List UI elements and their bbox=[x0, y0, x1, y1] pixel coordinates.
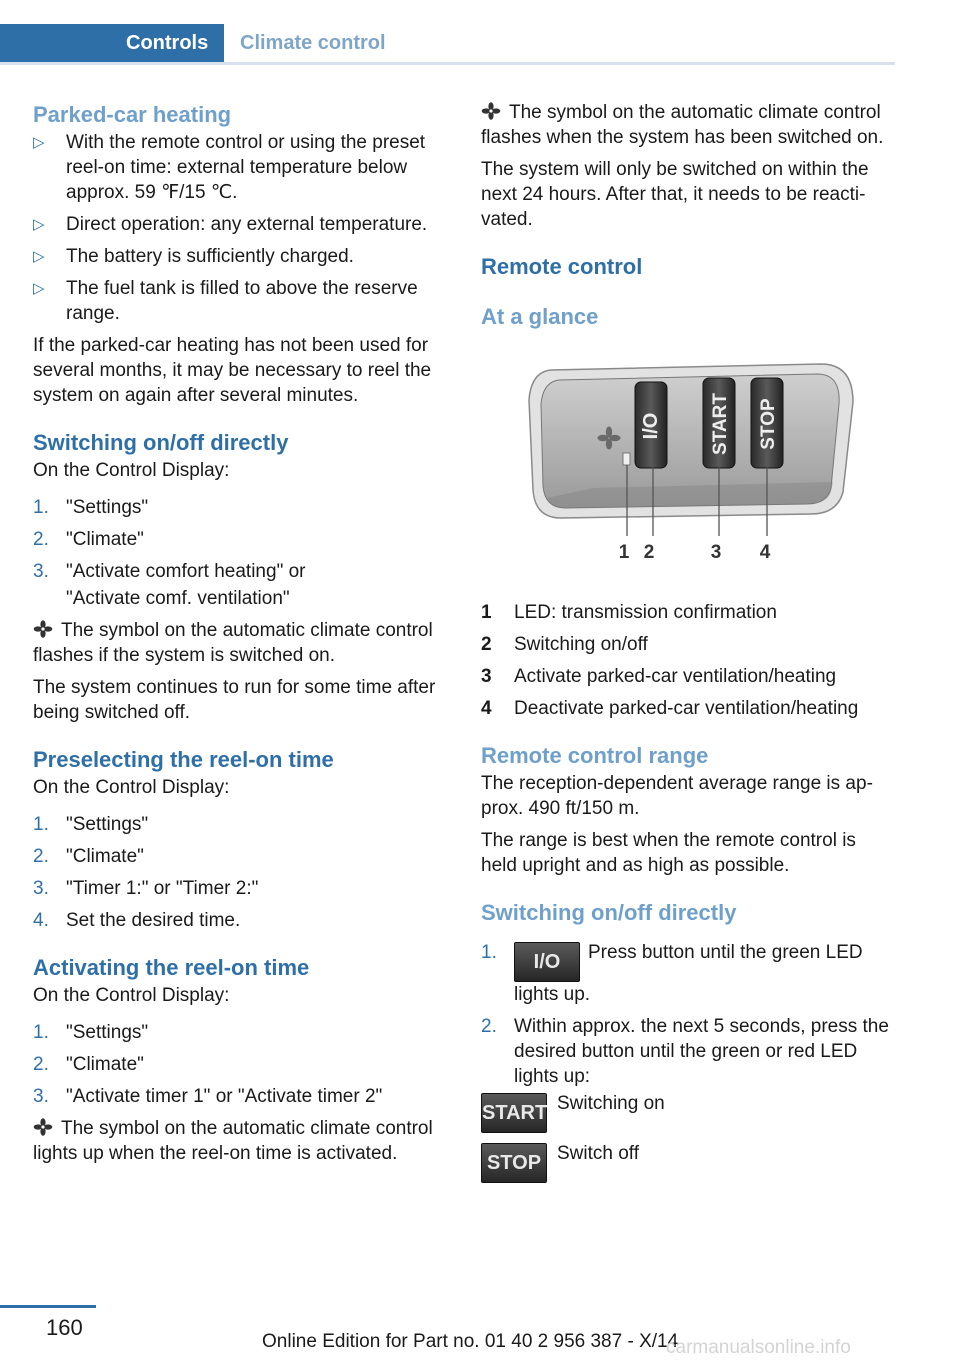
bullet-text: The fuel tank is filled to above the reserve range. bbox=[66, 278, 418, 324]
watermark: carmanualsonline.info bbox=[666, 1337, 851, 1358]
triangle-bullet-icon: ▷ bbox=[33, 216, 45, 233]
list-item: 1. "Settings" bbox=[33, 1022, 149, 1043]
heading-at-a-glance: At a glance bbox=[481, 304, 599, 329]
remote-key-fob bbox=[481, 342, 895, 588]
legend-item: 2 Switching on/off bbox=[481, 634, 648, 655]
triangle-bullet-icon: ▷ bbox=[33, 280, 45, 297]
paragraph-control-display: On the Control Display: bbox=[33, 777, 230, 798]
paragraph-symbol-flashes: The symbol on the automatic climate control flashes if the system is switched on. bbox=[33, 620, 433, 666]
list-item: 2. "Climate" bbox=[33, 1054, 144, 1075]
callout-4: 4 bbox=[759, 542, 771, 563]
callout-3: 3 bbox=[710, 542, 722, 563]
page-number: 160 bbox=[46, 1315, 83, 1340]
remote-stop-label: STOP bbox=[758, 398, 779, 450]
left-column bbox=[33, 100, 448, 1173]
footer-rule bbox=[0, 1305, 96, 1308]
fan-icon bbox=[481, 102, 501, 120]
list-item: 2. "Climate" bbox=[33, 846, 144, 867]
callout-2: 2 bbox=[643, 542, 655, 563]
paragraph-range: The reception-dependent average range is approx. 490 ft/150 m. bbox=[481, 773, 873, 819]
list-item: 2. "Climate" bbox=[33, 529, 144, 550]
fan-icon bbox=[33, 620, 53, 638]
start-row: START Switching on bbox=[481, 1103, 895, 1133]
stop-row: STOP Switch off bbox=[481, 1153, 895, 1183]
remote-control-illustration bbox=[481, 342, 895, 588]
paragraph-best: The range is best when the remote control is held upright and as high as possible. bbox=[481, 830, 856, 876]
heading-switching-on-off-remote: Switching on/off directly bbox=[481, 900, 737, 925]
bullet-text: The battery is sufficiently charged. bbox=[66, 246, 354, 267]
tab-controls[interactable]: Controls bbox=[0, 24, 224, 62]
heading-switching-on-off: Switching on/off directly bbox=[33, 430, 289, 455]
heading-parked-car-heating: Parked-car heating bbox=[33, 102, 232, 127]
paragraph-control-display: On the Control Display: bbox=[33, 985, 230, 1006]
bullet-item bbox=[33, 212, 448, 237]
heading-remote-control: Remote control bbox=[481, 254, 643, 279]
list-item: 4. Set the desired time. bbox=[33, 910, 241, 931]
stop-button-image: STOP bbox=[481, 1143, 547, 1183]
tab-climate-control[interactable]: Climate control bbox=[240, 32, 386, 54]
bullet-text: Direct operation: any external temperature. bbox=[66, 214, 428, 235]
bullet-item bbox=[33, 130, 448, 205]
start-button-image: START bbox=[481, 1093, 547, 1133]
bullet-item bbox=[33, 244, 448, 269]
callout-1: 1 bbox=[618, 542, 630, 563]
list-item: 3. "Timer 1:" or "Timer 2:" bbox=[33, 878, 259, 899]
legend-item: 4 Deactivate parked-car ventilation/heating bbox=[481, 698, 859, 719]
fan-icon bbox=[33, 1118, 53, 1136]
list-item: 1. I/O Press button until the green LED lights up. bbox=[481, 942, 863, 1005]
remote-start-label: START bbox=[710, 393, 731, 455]
list-item: 1. "Settings" bbox=[33, 497, 149, 518]
remote-io-label: I/O bbox=[640, 412, 662, 440]
heading-preselecting: Preselecting the reel-on time bbox=[33, 747, 334, 772]
io-button-image: I/O bbox=[514, 942, 580, 982]
list-item-continuation: "Activate comf. ventilation" bbox=[66, 588, 290, 609]
bullet-text: With the remote control or using the preset reel-on time: external temperature below approx. 59 ℉/15 ℃. bbox=[66, 132, 426, 203]
paragraph-24h: The system will only be switched on within the next 24 hours. After that, it needs to be reactivated. bbox=[481, 159, 869, 230]
paragraph-symbol-lights: The symbol on the automatic climate control lights up when the reel-on time is activated. bbox=[33, 1118, 433, 1164]
triangle-bullet-icon: ▷ bbox=[33, 248, 45, 265]
paragraph-symbol-flashes: The symbol on the automatic climate control flashes when the system has been switched on. bbox=[481, 102, 884, 148]
heading-remote-range: Remote control range bbox=[481, 743, 709, 768]
header-tabbar bbox=[0, 24, 895, 65]
list-item: 2. Within approx. the next 5 seconds, press the desired button until the green or red LED lights up: bbox=[481, 1016, 889, 1087]
right-column bbox=[481, 100, 895, 1203]
edition-text: Online Edition for Part no. 01 40 2 956 387 - X/14 bbox=[262, 1331, 679, 1352]
legend-item: 1 LED: transmission confirmation bbox=[481, 602, 777, 623]
paragraph-control-display: On the Control Display: bbox=[33, 460, 230, 481]
list-item: 3. "Activate timer 1" or "Activate timer 2" bbox=[33, 1086, 383, 1107]
triangle-bullet-icon: ▷ bbox=[33, 134, 45, 151]
heading-activating: Activating the reel-on time bbox=[33, 955, 310, 980]
list-item: 1. "Settings" bbox=[33, 814, 149, 835]
paragraph-months: If the parked-car heating has not been used for several months, it may be necessary to reel the system on again after several minutes. bbox=[33, 335, 432, 406]
list-item: 3. "Activate comfort heating" or bbox=[33, 561, 306, 582]
paragraph-continues: The system continues to run for some time after being switched off. bbox=[33, 677, 436, 723]
legend-item: 3 Activate parked-car ventilation/heating bbox=[481, 666, 837, 687]
bullet-item bbox=[33, 276, 448, 326]
